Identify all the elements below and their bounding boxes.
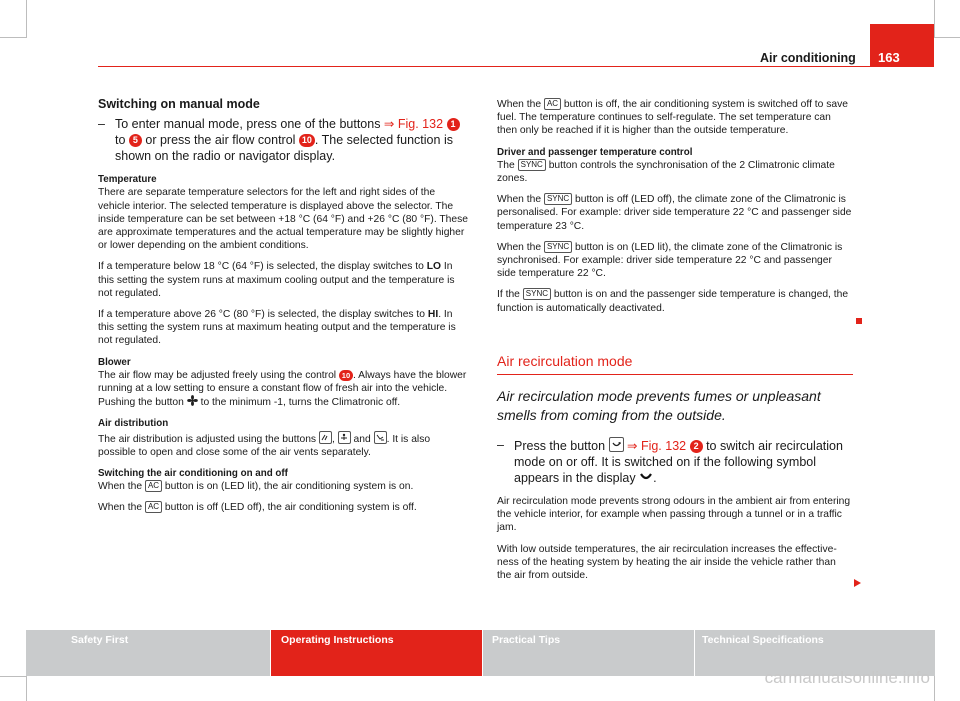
paragraph: Air recirculation mode prevents strong odours in the ambient air from entering the vehicle interior, for example when passing through a tunnel or in a traffic jam. xyxy=(497,496,851,534)
paragraph xyxy=(98,431,470,459)
paragraph xyxy=(98,480,470,493)
step-text: or press the air flow control xyxy=(141,133,299,148)
recirculation-icon xyxy=(609,437,624,452)
text: . In this setting the system runs at maximum heating output and the temperature is not regulated. xyxy=(98,309,456,347)
sync-button-label: SYNC xyxy=(523,288,551,300)
text: and xyxy=(350,433,374,445)
page-number: 163 xyxy=(870,24,934,67)
text: button is on and the passenger side temperature is changed, the function is automatically deactivated. xyxy=(497,289,849,314)
watermark: carmanualsonline.info xyxy=(764,668,930,687)
sync-button-label: SYNC xyxy=(544,241,572,253)
ac-button-label: AC xyxy=(145,501,162,513)
text: button is off, the air conditioning system is switched off to save fuel. The temperature continues to self-regulate. The set temperature can then only be reached if it is higher than the outside temperature. xyxy=(497,99,849,137)
crop-mark xyxy=(0,676,26,677)
text: The xyxy=(497,159,518,171)
paragraph xyxy=(497,288,853,314)
text: If a temperature below 18 °C (64 °F) is selected, the display switches to xyxy=(98,261,427,273)
step-dash: – xyxy=(98,117,105,132)
footer-tab-technical-specifications[interactable]: Technical Specifications xyxy=(695,630,935,676)
sync-button-label: SYNC xyxy=(518,159,546,171)
left-column xyxy=(98,98,470,523)
air-to-windscreen-icon xyxy=(319,431,332,444)
air-to-footwell-icon xyxy=(374,431,387,444)
subheading-temperature: Temperature xyxy=(98,174,157,186)
text: The air distribution is adjusted using the buttons xyxy=(98,433,319,445)
recirculation-symbol-icon xyxy=(639,472,653,482)
text: . Always have the blower running at a low setting to ensure a constant flow of fresh air into the vehicle. Pushing the button xyxy=(98,369,467,409)
paragraph xyxy=(497,241,853,281)
text: button is off (LED off), the air conditioning system is off. xyxy=(162,502,417,514)
ac-button-label: AC xyxy=(145,480,162,492)
figure-link[interactable]: ⇒ Fig. 132 xyxy=(627,439,687,454)
sync-button-label: SYNC xyxy=(544,193,572,205)
callout-number: 1 xyxy=(447,118,460,131)
figure-link[interactable]: ⇒ Fig. 132 xyxy=(383,117,444,132)
crop-mark xyxy=(26,676,27,701)
text: , xyxy=(331,433,338,445)
paragraph xyxy=(497,98,853,138)
paragraph xyxy=(98,501,470,514)
text: When the xyxy=(497,241,544,253)
text: When the xyxy=(98,502,145,514)
paragraph xyxy=(98,308,470,348)
crop-mark xyxy=(26,0,27,38)
crop-mark xyxy=(0,37,26,38)
air-to-upper-body-icon xyxy=(338,431,351,444)
text: The air flow may be adjusted freely using the control xyxy=(98,369,339,381)
text: to the minimum -1, turns the Climatronic off. xyxy=(197,397,401,409)
paragraph xyxy=(497,193,853,233)
lead-text: Air recirculation mode prevents fumes or unpleasant smells from coming from the outside. xyxy=(497,388,821,424)
text: When the xyxy=(98,481,145,493)
text: button is off (LED off), the climate zone of the Climatronic is personalised. For example: driver side temperature 22 °C and passenger side temperature 23 °C. xyxy=(497,194,852,232)
subheading-blower: Blower xyxy=(98,356,131,368)
section-end-marker xyxy=(856,318,862,324)
section-heading-manual-mode: Switching on manual mode xyxy=(98,97,260,111)
right-column xyxy=(497,98,853,590)
footer-tab-practical-tips[interactable]: Practical Tips xyxy=(483,630,694,676)
paragraph xyxy=(98,369,470,410)
hi-label: HI xyxy=(427,309,439,321)
text: When the xyxy=(497,99,544,110)
continued-marker xyxy=(854,579,861,587)
step-text: to switch air recirculation mode on or off. It is switched on if the following symbol appears in the display xyxy=(514,439,843,486)
text: button controls the synchronisation of the 2 Climatronic climate zones. xyxy=(497,159,835,185)
footer-tab-operating-instructions[interactable]: Operating Instructions xyxy=(271,630,482,676)
step-text: . The selected function is shown on the radio or navigator display. xyxy=(115,133,453,164)
text: . It is also possible to open and close some of the air vents separately. xyxy=(98,433,431,458)
step-text: . xyxy=(653,471,657,486)
text: When the xyxy=(497,194,544,206)
subheading-air-distribution: Air distribution xyxy=(98,418,169,430)
fan-icon xyxy=(187,395,198,406)
crop-mark xyxy=(934,37,960,38)
step-text: To enter manual mode, press one of the buttons xyxy=(115,117,384,132)
header-rule xyxy=(98,66,934,67)
callout-number: 10 xyxy=(299,134,315,147)
paragraph: There are separate temperature selectors for the left and right sides of the vehicle interior. The selected temperature is displayed above the selector. The inside temperature can be set between +18 °C (64 °F) and +26 °C (80 °F). These are approximate temperatures and the actual temperature may be slightly higher or lower depending on the ambient conditions. xyxy=(98,187,469,252)
instruction-step xyxy=(98,116,470,164)
callout-number: 2 xyxy=(690,440,703,453)
running-header-title: Air conditioning xyxy=(760,51,856,65)
ac-button-label: AC xyxy=(544,98,561,110)
text: If the xyxy=(497,289,523,301)
crop-mark xyxy=(934,0,935,38)
callout-number: 5 xyxy=(129,134,142,147)
subheading-temperature-control: Driver and passenger temperature control xyxy=(497,146,693,158)
subheading-ac-switching: Switching the air conditioning on and off xyxy=(98,468,288,480)
paragraph xyxy=(98,260,470,300)
step-text: Press the button xyxy=(514,439,609,454)
text: button is on (LED lit), the air conditioning system is on. xyxy=(162,481,414,493)
step-text: to xyxy=(115,133,129,148)
instruction-step xyxy=(497,437,853,486)
paragraph: With low outside temperatures, the air recirculation increases the effectiveness of the heating system by heating the air inside the vehicle rather than the air from outside. xyxy=(497,543,837,582)
section-heading-air-recirculation: Air recirculation mode xyxy=(497,355,853,375)
footer-tab-safety-first[interactable]: Safety First xyxy=(26,630,270,676)
paragraph xyxy=(497,159,853,185)
text: button is on (LED lit), the climate zone of the Climatronic is synchronised. For example: driver side temperature 22 °C and passenger side temperature 22 °C. xyxy=(497,241,843,280)
lo-label: LO xyxy=(426,261,442,273)
text: If a temperature above 26 °C (80 °F) is selected, the display switches to xyxy=(98,309,428,321)
text: In this setting the system runs at maximum cooling output and the temperature is not regulated. xyxy=(98,261,455,299)
crop-mark xyxy=(934,676,935,701)
step-dash: – xyxy=(497,438,504,453)
callout-number: 10 xyxy=(339,370,353,381)
